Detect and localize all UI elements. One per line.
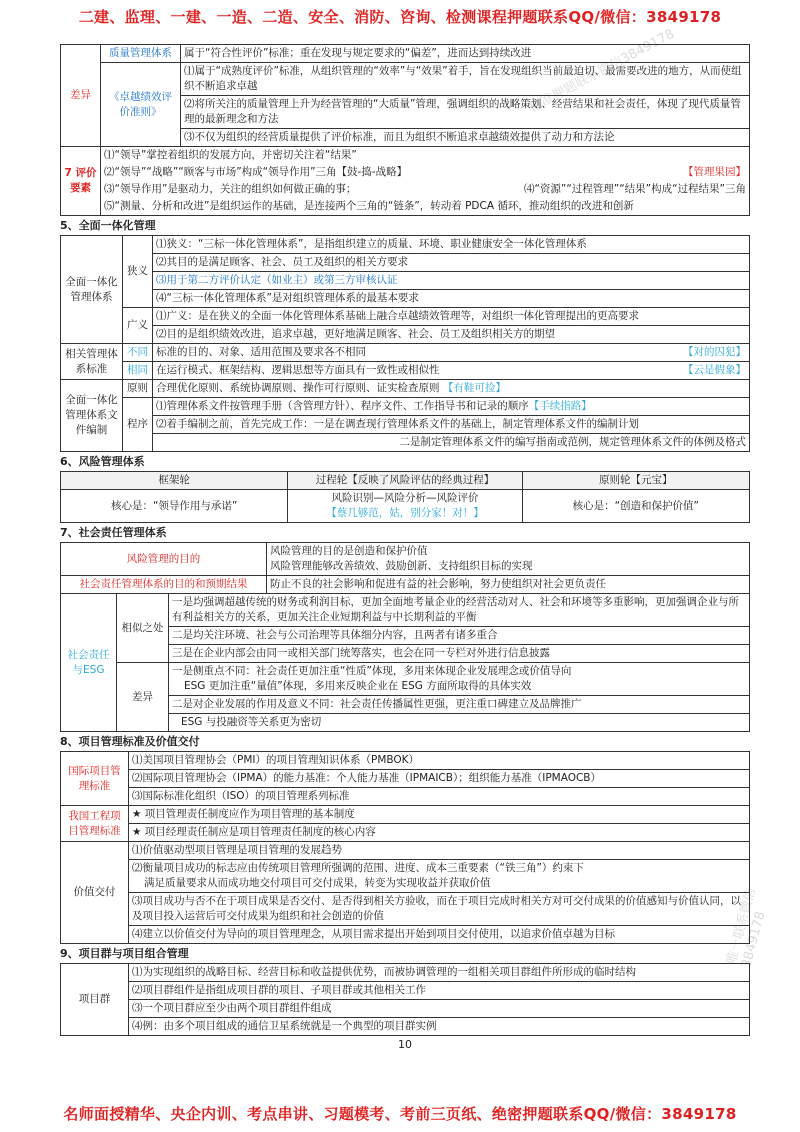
narrow-3: ⑶用于第二方评价认定（如业主）或第三方审核认证 <box>153 272 750 290</box>
program-label: 程序 <box>123 398 153 452</box>
cn-standards-label: 我国工程项目管理标准 <box>61 806 129 842</box>
risk-purpose-label: 风险管理的目的 <box>61 543 267 576</box>
seven-line-4: ⑸“测量、分析和改进”是组织运作的基础，是连接两个三角的“链条”，转动着 PDCA 循环，推动组织的改进和创新 <box>104 200 634 212</box>
broad-1: ⑴广义：是在狭义的全面一体化管理体系基础上融合卓越绩效管理等，对组织一体化管理提出的更高要求 <box>153 308 750 326</box>
cn-standard-2: ★ 项目经理责任制应是项目管理责任制度的核心内容 <box>129 824 750 842</box>
intl-standards-label: 国际项目管理标准 <box>61 752 129 806</box>
broad-2: ⑵目的是组织绩效改进，追求卓越，更好地满足顾客、社会、员工及组织相关方的期望 <box>153 326 750 344</box>
narrow-label: 狭义 <box>123 236 153 308</box>
value-delivery-label: 价值交付 <box>61 842 129 944</box>
similarity-label: 相似之处 <box>117 594 169 663</box>
sr-purpose-text: 防止不良的社会影响和促进有益的社会影响，努力使组织对社会更负责任 <box>267 576 750 594</box>
seven-elements-label: 7 评价要素 <box>61 147 101 216</box>
process-wheel: 过程轮【反映了风险评估的经典过程】 <box>288 472 522 490</box>
risk-purpose-1: 风险管理的目的是创造和保护价值 <box>270 545 428 557</box>
risk-system-table <box>60 471 750 523</box>
different-tag: 【对的囚犯】 <box>683 346 746 358</box>
narrow-1: ⑴狭义：“三标一体化管理体系”，是指组织建立的质量、环境、职业健康安全一体化管理体系 <box>153 236 750 254</box>
program-group-1: ⑴为实现组织的战略目标、经营目标和收益提供优势，而被协调管理的一组相关项目群组件所形成的临时结构 <box>129 964 750 982</box>
difference-2: 二是对企业发展的作用及意义不同：社会责任传播属性更强，更注重口碑建立及品牌推广 <box>169 696 750 714</box>
section-5-title: 5、全面一体化管理 <box>60 219 156 232</box>
principle-text: 合理优化原则、系统协调原则、操作可行原则、证实检查原则 <box>156 382 440 394</box>
section-7-title: 7、社会责任管理体系 <box>60 526 167 539</box>
principle-tag: 【有鞋可捡】 <box>442 382 506 394</box>
process-tag: 【蔡几够范，姑，别分家！对！】 <box>326 507 484 519</box>
esg-label: 社会责任与ESG <box>61 594 117 732</box>
value-2: ⑵衡量项目成功的标志应由传统项目管理所强调的范围、进度、成本三重要素（“铁三角”）约束下 <box>132 862 584 874</box>
program-1: ⑴管理体系文件按管理手册（含管理方针）、程序文件、工作指导书和记录的顺序 <box>156 400 529 412</box>
same-text: 在运行模式、框架结构、逻辑思想等方面具有一致性或相似性 <box>156 364 440 376</box>
page-number: 10 <box>398 1038 412 1051</box>
program-2: ⑵着手编制之前，首先完成工作：一是在调查现行管理体系文件的基础上，制定管理体系文件的编制计划 <box>153 416 750 434</box>
similarity-2: 二是均关注环境、社会与公司治理等具体细分内容，且两者有诸多重合 <box>169 627 750 645</box>
related-standards-label: 相关管理体系标准 <box>61 344 123 380</box>
different-label: 不同 <box>123 344 153 362</box>
difference-1b: ESG 更加注重“量值”体现，多用来反映企业在 ESG 方面所取得的具体实效 <box>184 680 532 692</box>
excellence-line-1: ⑴属于“成熟度评价”标准，从组织管理的“效率”与“效果”着手，旨在发现组织当前最迫切、最需要改进的地方，从而使组织不断追求卓越 <box>181 63 750 96</box>
seven-line-2: ⑵“领导”“战略”“顾客与市场”构成“领导作用”三角【鼓-捣-战略】 <box>104 166 408 178</box>
program-3: 二是制定管理体系文件的编写指南或范例，规定管理体系文件的体例及格式 <box>153 434 750 452</box>
process-steps: 风险识别—风险分析—风险评价 <box>331 492 479 504</box>
integrated-system-label: 全面一体化管理体系 <box>61 236 123 344</box>
excellence-line-3: ⑶不仅为组织的经营质量提供了评价标准，而且为组织不断追求卓越绩效提供了动力和方法论 <box>181 129 750 147</box>
program-group-4: ⑷例：由多个项目组成的通信卫星系统就是一个典型的项目群实例 <box>129 1018 750 1036</box>
difference-2b: ESG 与投融资等关系更为密切 <box>169 714 750 732</box>
diff-table <box>60 44 750 216</box>
seven-line-2-tag: 【管理果园】 <box>683 166 746 178</box>
integrated-management-table <box>60 235 750 452</box>
qms-name: 质量管理体系 <box>101 45 181 63</box>
page-content <box>60 44 750 1051</box>
intl-standard-3: ⑶国际标准化组织（ISO）的项目管理系列标准 <box>129 788 750 806</box>
risk-purpose-2: 风险管理能够改善绩效、鼓励创新、支持组织目标的实现 <box>270 560 533 572</box>
intl-standard-2: ⑵国际项目管理协会（IPMA）的能力基准：个人能力基准（IPMAICB）；组织能力基准（IPMAOCB） <box>129 770 750 788</box>
principle-core: 核心是：“创造和保护价值” <box>522 490 749 523</box>
sr-purpose-label: 社会责任管理体系的目的和预期结果 <box>61 576 267 594</box>
narrow-4: ⑷“三标一体化管理体系”是对组织管理体系的最基本要求 <box>153 290 750 308</box>
value-4: ⑷建立以价值交付为导向的项目管理理念，从项目需求提出开始到项目交付使用，以追求价值卓越为目标 <box>129 926 750 944</box>
diff-label: 差异 <box>61 45 101 147</box>
social-responsibility-table <box>60 542 750 732</box>
intl-standard-1: ⑴美国项目管理协会（PMI）的项目管理知识体系（PMBOK） <box>129 752 750 770</box>
bottom-banner: 名师面授精华、央企内训、考点串讲、习题模考、考前三页纸、绝密押题联系QQ/微信：3849178 <box>63 1105 737 1123</box>
value-3: ⑶项目成功与否不在于项目成果是否交付、是否得到相关方验收，而在于项目完成时相关方对可交付成果的价值感知与价值认同，以及项目投入运营后可交付成果为组织和社会创造的价值 <box>129 893 750 926</box>
program-table <box>60 963 750 1036</box>
difference-label: 差异 <box>117 663 169 732</box>
program-1-tag: 【手续指路】 <box>528 400 592 412</box>
same-tag: 【云是假象】 <box>683 364 746 376</box>
framework-wheel: 框架轮 <box>61 472 288 490</box>
same-label: 相同 <box>123 362 153 380</box>
seven-line-3a: ⑶“领导作用”是驱动力，关注的组织如何做正确的事； <box>104 183 357 195</box>
value-2b: 满足质量要求从而成功地交付项目可交付成果，转变为实现收益并获取价值 <box>144 877 491 889</box>
watermark-side: 唯一联系微信3849178 <box>724 886 769 970</box>
principle-label: 原则 <box>123 380 153 398</box>
seven-line-3b: ⑷“资源”“过程管理”“结果”构成“过程结果”三角 <box>523 183 746 195</box>
program-group-2: ⑵项目群组件是指组成项目群的项目、子项目群或其他相关工作 <box>129 982 750 1000</box>
framework-core: 核心是：“领导作用与承诺” <box>61 490 288 523</box>
top-banner: 二建、监理、一建、一造、二造、安全、消防、咨询、检测课程押题联系QQ/微信：3849178 <box>78 8 722 26</box>
section-6-title: 6、风险管理体系 <box>60 455 145 468</box>
program-group-label: 项目群 <box>61 964 129 1036</box>
qms-text: 属于“符合性评价”标准；重在发现与规定要求的“偏差”，进而达到持续改进 <box>181 45 750 63</box>
value-1: ⑴价值驱动型项目管理是项目管理的发展趋势 <box>129 842 750 860</box>
similarity-1: 一是均强调超越传统的财务或利润目标，更加全面地考量企业的经营活动对人、社会和环境等多重影响，更加强调企业与所有利益相关方的关系，更加关注企业短期利益与中长期利益的平衡 <box>169 594 750 627</box>
excellence-name: 《卓越绩效评价准则》 <box>101 63 181 147</box>
narrow-2: ⑵其目的是满足顾客、社会、员工及组织的相关方要求 <box>153 254 750 272</box>
similarity-3: 三是在企业内部会由同一或相关部门统筹落实，也会在同一专栏对外进行信息披露 <box>169 645 750 663</box>
section-9-title: 9、项目群与项目组合管理 <box>60 947 189 960</box>
document-compile-label: 全面一体化管理体系文件编制 <box>61 380 123 452</box>
excellence-line-2: ⑵将所关注的质量管理上升为经营管理的“大质量”管理，强调组织的战略策划、经营结果和社会责任，体现了现代质量管理的最新理念和方法 <box>181 96 750 129</box>
watermark: 精准押题联系微信3849178 <box>526 26 677 116</box>
different-text: 标准的目的、对象、适用范围及要求各不相同 <box>156 346 366 358</box>
cn-standard-1: ★ 项目管理责任制度应作为项目管理的基本制度 <box>129 806 750 824</box>
difference-1: 一是侧重点不同：社会责任更加注重“性质”体现，多用来体现企业发展理念或价值导向 <box>172 665 572 677</box>
seven-line-1: ⑴“领导”掌控着组织的发展方向，并密切关注着“结果” <box>104 149 357 161</box>
section-8-title: 8、项目管理标准及价值交付 <box>60 735 200 748</box>
broad-label: 广义 <box>123 308 153 344</box>
project-standards-table <box>60 751 750 944</box>
program-group-3: ⑶一个项目群应至少由两个项目群组件组成 <box>129 1000 750 1018</box>
principle-wheel: 原则轮【元宝】 <box>522 472 749 490</box>
